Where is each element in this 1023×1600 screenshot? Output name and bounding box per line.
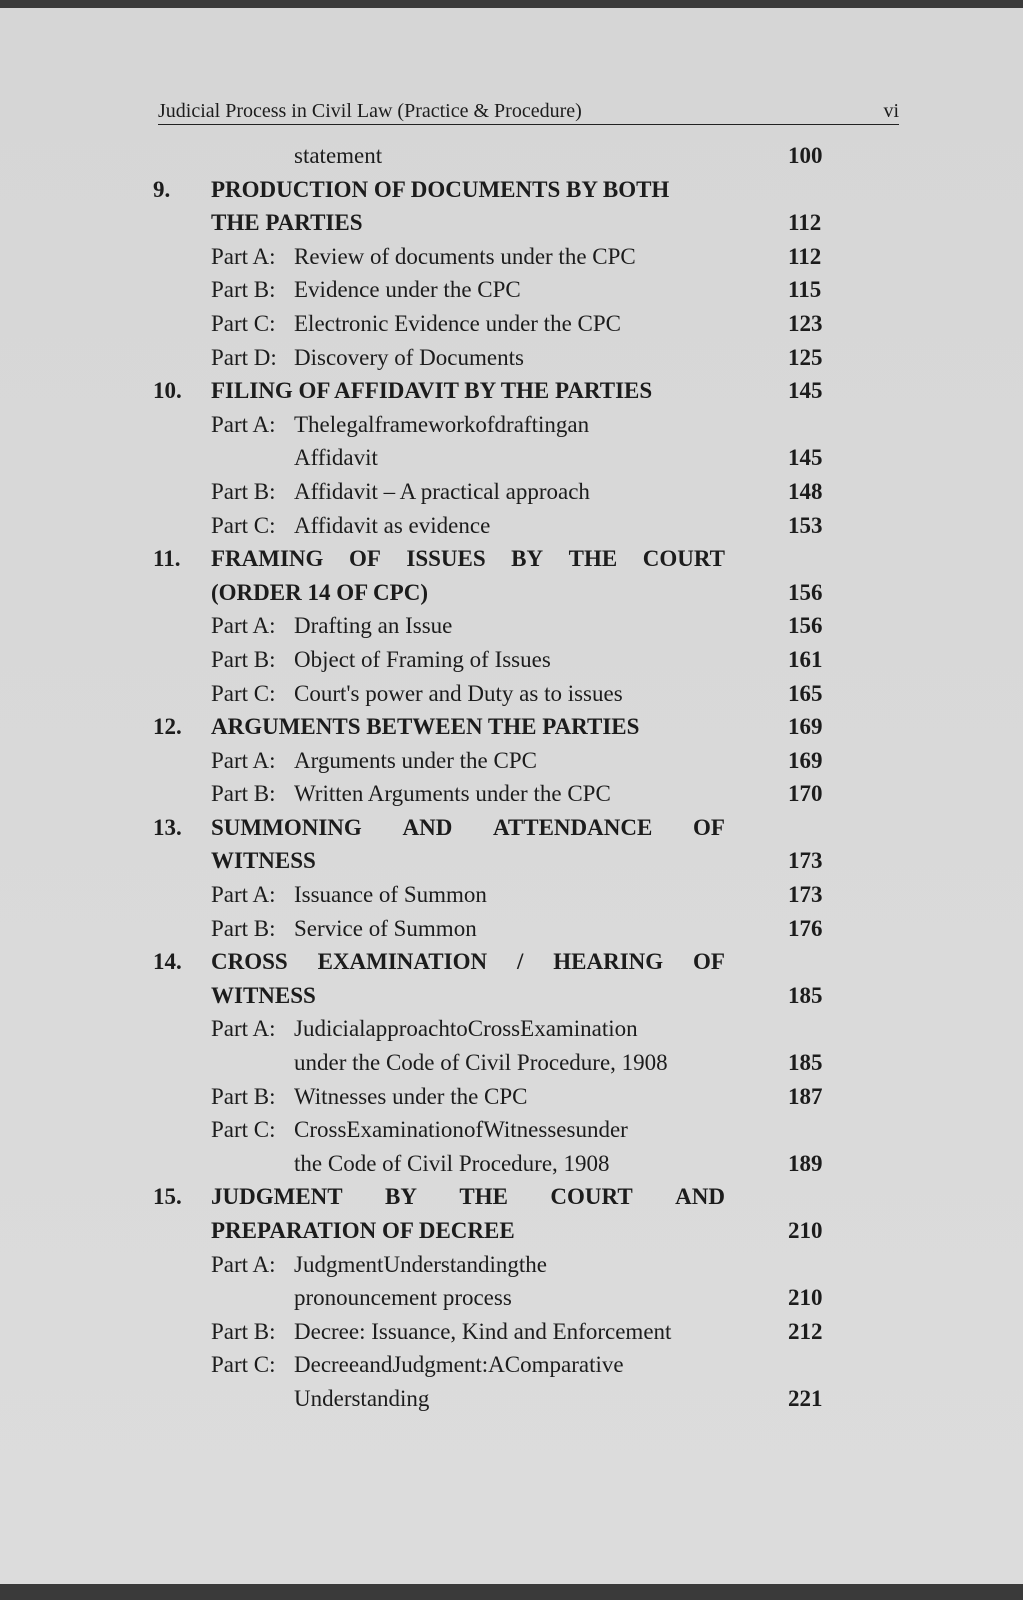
part-label: Part B: bbox=[211, 1083, 276, 1109]
toc-page-number: 169 bbox=[788, 714, 823, 740]
toc-word: THE bbox=[568, 546, 618, 572]
toc-page-number: 189 bbox=[788, 1150, 823, 1176]
part-entry bbox=[211, 1315, 725, 1349]
part-entry bbox=[211, 1113, 725, 1147]
chapter-number: 9. bbox=[153, 176, 171, 202]
part-label: Part A: bbox=[211, 411, 276, 437]
toc-word: Examination bbox=[520, 1016, 638, 1042]
toc-page-number: 100 bbox=[788, 143, 823, 168]
toc-page-number: 169 bbox=[788, 747, 823, 773]
toc-word: approach bbox=[365, 1016, 450, 1042]
toc-word: / bbox=[516, 949, 524, 975]
toc-entry bbox=[0, 374, 1023, 408]
part-title: Electronic Evidence under the CPC bbox=[294, 310, 622, 336]
part-title bbox=[294, 408, 725, 442]
toc-page-number: 145 bbox=[788, 378, 823, 404]
toc-word: Cross bbox=[294, 1117, 347, 1143]
part-entry bbox=[211, 475, 725, 509]
part-title: Written Arguments under the CPC bbox=[294, 781, 611, 807]
toc-page-number: 212 bbox=[788, 1318, 823, 1344]
toc-word: and bbox=[359, 1352, 393, 1378]
toc-word: COURT bbox=[550, 1184, 633, 1210]
part-entry bbox=[211, 1248, 725, 1282]
part-label: Part B: bbox=[211, 1318, 276, 1344]
toc-word: ATTENDANCE bbox=[493, 814, 653, 840]
part-entry bbox=[211, 307, 725, 341]
toc-word: ISSUES bbox=[406, 546, 486, 572]
toc-entry bbox=[0, 542, 1023, 576]
toc-entry bbox=[0, 643, 1023, 677]
part-entry bbox=[211, 878, 725, 912]
toc-entry bbox=[0, 609, 1023, 643]
toc-entry bbox=[0, 240, 1023, 274]
part-entry bbox=[211, 1080, 725, 1114]
toc-word: EXAMINATION bbox=[317, 949, 488, 975]
part-title: Review of documents under the CPC bbox=[294, 243, 636, 269]
part-title: Decree: Issuance, Kind and Enforcement bbox=[294, 1318, 672, 1344]
toc-entry bbox=[0, 273, 1023, 307]
entry-continued: pronouncement process bbox=[294, 1285, 512, 1311]
part-title: Issuance of Summon bbox=[294, 882, 487, 908]
toc-entry bbox=[0, 139, 1023, 173]
toc-word: JUDGMENT bbox=[211, 1184, 343, 1210]
toc-page-number: 185 bbox=[788, 982, 823, 1008]
chapter-title bbox=[211, 945, 725, 979]
part-entry bbox=[211, 912, 725, 946]
part-title: Evidence under the CPC bbox=[294, 277, 521, 303]
toc-word: Examination bbox=[346, 1117, 464, 1143]
toc-word: THE bbox=[459, 1184, 508, 1210]
chapter-number: 10. bbox=[153, 378, 182, 404]
toc-word: of bbox=[475, 411, 495, 437]
part-title: Court's power and Duty as to issues bbox=[294, 680, 623, 706]
toc-word: legal bbox=[329, 411, 375, 437]
toc-word: framework bbox=[374, 411, 476, 437]
toc-word: the bbox=[518, 1251, 547, 1277]
part-label: Part B: bbox=[211, 915, 276, 941]
part-label: Part D: bbox=[211, 344, 277, 370]
part-title: Object of Framing of Issues bbox=[294, 646, 551, 672]
table-of-contents bbox=[0, 139, 1023, 1416]
chapter-title: PRODUCTION OF DOCUMENTS BY BOTH bbox=[211, 176, 670, 202]
part-entry bbox=[211, 341, 725, 375]
part-label: Part C: bbox=[211, 512, 276, 538]
toc-word: an bbox=[567, 411, 590, 437]
document-page bbox=[0, 8, 1023, 1584]
toc-word: FRAMING bbox=[211, 546, 324, 572]
toc-entry bbox=[0, 307, 1023, 341]
part-label: Part B: bbox=[211, 277, 276, 303]
toc-word: under bbox=[575, 1117, 628, 1143]
toc-entry bbox=[0, 1113, 1023, 1147]
toc-word: COURT bbox=[642, 546, 725, 572]
part-entry bbox=[211, 1348, 725, 1382]
part-entry bbox=[211, 677, 725, 711]
part-label: Part C: bbox=[211, 310, 276, 336]
part-label: Part A: bbox=[211, 613, 276, 639]
part-label: Part B: bbox=[211, 478, 276, 504]
toc-word: Decree bbox=[294, 1352, 360, 1378]
toc-entry bbox=[0, 1147, 1023, 1181]
part-label: Part A: bbox=[211, 1016, 276, 1042]
toc-entry bbox=[0, 1315, 1023, 1349]
part-entry bbox=[211, 273, 725, 307]
part-title: Arguments under the CPC bbox=[294, 747, 537, 773]
toc-entry bbox=[0, 341, 1023, 375]
entry-continued: the Code of Civil Procedure, 1908 bbox=[294, 1150, 610, 1176]
toc-word: Witnesses bbox=[483, 1117, 576, 1143]
entry-continued: statement bbox=[294, 143, 383, 168]
toc-page-number: 176 bbox=[788, 915, 823, 941]
toc-page-number: 161 bbox=[788, 646, 823, 672]
toc-entry bbox=[0, 811, 1023, 845]
toc-entry bbox=[0, 173, 1023, 207]
toc-entry bbox=[0, 945, 1023, 979]
toc-word: HEARING bbox=[553, 949, 664, 975]
part-label: Part B: bbox=[211, 646, 276, 672]
part-title bbox=[294, 1113, 725, 1147]
toc-word: SUMMONING bbox=[211, 814, 362, 840]
toc-entry bbox=[0, 1012, 1023, 1046]
toc-page-number: 170 bbox=[788, 781, 823, 807]
chapter-title: FILING OF AFFIDAVIT BY THE PARTIES bbox=[211, 378, 653, 404]
toc-entry bbox=[0, 744, 1023, 778]
toc-entry bbox=[0, 475, 1023, 509]
chapter-title-continued: PREPARATION OF DECREE bbox=[211, 1218, 515, 1243]
toc-page-number: 125 bbox=[788, 344, 823, 370]
part-label: Part B: bbox=[211, 781, 276, 807]
toc-page-number: 210 bbox=[788, 1285, 823, 1311]
part-label: Part C: bbox=[211, 1117, 276, 1143]
toc-word: BY bbox=[511, 546, 544, 572]
chapter-number: 15. bbox=[153, 1184, 182, 1210]
part-label: Part A: bbox=[211, 882, 276, 908]
toc-page-number: 173 bbox=[788, 882, 823, 908]
chapter-title-continued: (ORDER 14 OF CPC) bbox=[211, 579, 428, 605]
chapter-number: 14. bbox=[153, 949, 182, 975]
toc-word: Judgment bbox=[294, 1251, 384, 1277]
toc-word: of bbox=[463, 1117, 484, 1143]
page-number: vi bbox=[883, 100, 899, 122]
part-title bbox=[294, 1012, 725, 1046]
toc-entry bbox=[0, 1281, 1023, 1315]
part-title: Affidavit as evidence bbox=[294, 512, 491, 538]
part-label: Part C: bbox=[211, 1352, 276, 1378]
part-title: Discovery of Documents bbox=[294, 344, 524, 370]
toc-word: AND bbox=[675, 1184, 725, 1210]
toc-entry bbox=[0, 1382, 1023, 1416]
toc-entry bbox=[0, 777, 1023, 811]
part-title: Witnesses under the CPC bbox=[294, 1083, 528, 1109]
part-title: Affidavit – A practical approach bbox=[294, 478, 590, 504]
toc-word: A bbox=[488, 1352, 505, 1378]
toc-page-number: 210 bbox=[788, 1218, 823, 1243]
part-title: Service of Summon bbox=[294, 915, 477, 941]
toc-entry bbox=[0, 1080, 1023, 1114]
toc-word: AND bbox=[402, 814, 453, 840]
chapter-title bbox=[211, 542, 725, 576]
toc-word: OF bbox=[693, 949, 725, 975]
part-title: Drafting an Issue bbox=[294, 613, 453, 639]
part-entry bbox=[211, 744, 725, 778]
toc-page-number: 156 bbox=[788, 579, 823, 605]
chapter-number: 13. bbox=[153, 814, 182, 840]
chapter-title: ARGUMENTS BETWEEN THE PARTIES bbox=[211, 714, 640, 740]
toc-entry bbox=[0, 1214, 1023, 1248]
part-label: Part A: bbox=[211, 1251, 276, 1277]
toc-entry bbox=[0, 1046, 1023, 1080]
book-title: Judicial Process in Civil Law (Practice & Procedure) bbox=[158, 100, 582, 122]
toc-word: Judgment: bbox=[392, 1352, 489, 1378]
toc-page-number: 145 bbox=[788, 445, 823, 471]
toc-page-number: 185 bbox=[788, 1050, 823, 1076]
toc-entry bbox=[0, 844, 1023, 878]
toc-word: to bbox=[449, 1016, 468, 1042]
toc-entry bbox=[0, 710, 1023, 744]
part-label: Part C: bbox=[211, 680, 276, 706]
part-entry bbox=[211, 643, 725, 677]
toc-word: Understanding bbox=[383, 1251, 519, 1277]
toc-entry bbox=[0, 1348, 1023, 1382]
toc-entry bbox=[0, 878, 1023, 912]
toc-page-number: 123 bbox=[788, 310, 823, 336]
chapter-title-continued: THE PARTIES bbox=[211, 210, 363, 236]
entry-continued: under the Code of Civil Procedure, 1908 bbox=[294, 1050, 668, 1076]
part-entry bbox=[211, 777, 725, 811]
running-header bbox=[158, 98, 899, 125]
part-title bbox=[294, 1248, 725, 1282]
chapter-title bbox=[211, 1180, 725, 1214]
toc-page-number: 115 bbox=[788, 277, 822, 303]
part-title bbox=[294, 1348, 725, 1382]
entry-continued: Affidavit bbox=[294, 445, 378, 471]
toc-page-number: 173 bbox=[788, 848, 823, 874]
toc-word: BY bbox=[385, 1184, 417, 1210]
part-label: Part A: bbox=[211, 243, 276, 269]
chapter-title-continued: WITNESS bbox=[211, 982, 316, 1008]
toc-page-number: 221 bbox=[788, 1385, 823, 1411]
toc-word: OF bbox=[348, 546, 381, 572]
toc-page-number: 187 bbox=[788, 1083, 823, 1109]
toc-word: drafting bbox=[494, 411, 568, 437]
toc-word: The bbox=[294, 411, 330, 437]
toc-entry bbox=[0, 576, 1023, 610]
toc-word: Comparative bbox=[504, 1352, 624, 1378]
chapter-number: 11. bbox=[153, 546, 181, 572]
toc-page-number: 165 bbox=[788, 680, 823, 706]
part-entry bbox=[211, 509, 725, 543]
entry-continued: Understanding bbox=[294, 1385, 430, 1411]
chapter-title bbox=[211, 811, 725, 845]
toc-page-number: 153 bbox=[788, 512, 823, 538]
toc-word: Cross bbox=[467, 1016, 521, 1042]
toc-entry bbox=[0, 979, 1023, 1013]
toc-entry bbox=[0, 509, 1023, 543]
chapter-title-continued: WITNESS bbox=[211, 848, 316, 874]
toc-word: Judicial bbox=[294, 1016, 366, 1042]
part-entry bbox=[211, 408, 725, 442]
toc-entry bbox=[0, 677, 1023, 711]
toc-entry bbox=[0, 441, 1023, 475]
toc-word: OF bbox=[693, 814, 725, 840]
toc-page-number: 148 bbox=[788, 478, 823, 504]
part-entry bbox=[211, 1012, 725, 1046]
part-entry bbox=[211, 240, 725, 274]
toc-page-number: 112 bbox=[788, 243, 822, 269]
chapter-number: 12. bbox=[153, 714, 182, 740]
part-label: Part A: bbox=[211, 747, 276, 773]
toc-word: CROSS bbox=[211, 949, 288, 975]
part-entry bbox=[211, 609, 725, 643]
toc-entry bbox=[0, 1248, 1023, 1282]
toc-entry bbox=[0, 1180, 1023, 1214]
toc-entry bbox=[0, 206, 1023, 240]
toc-page-number: 156 bbox=[788, 613, 823, 639]
toc-entry bbox=[0, 408, 1023, 442]
toc-entry bbox=[0, 912, 1023, 946]
toc-page-number: 112 bbox=[788, 210, 822, 236]
